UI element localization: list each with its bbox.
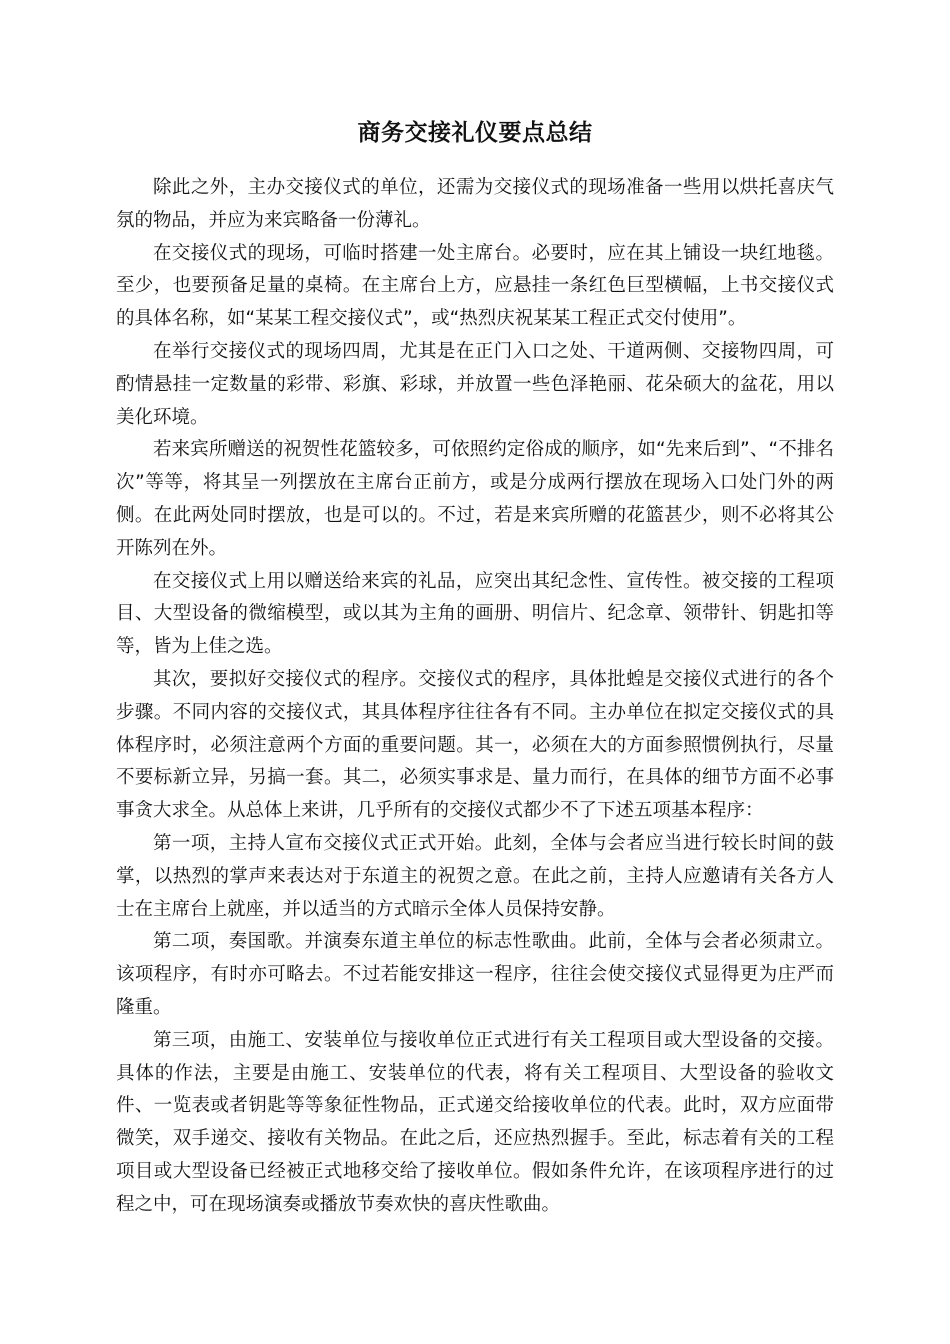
paragraph-step-three: 第三项，由施工、安装单位与接收单位正式进行有关工程项目或大型设备的交接。具体的作法，主要是由施工、安装单位的代表，将有关工程项目、大型设备的验收文件、一览表或者钥匙等等象征性物品，正式递交给接收单位的代表。此时，双方应面带微笑，双手递交、接收有关物品。在此之后，还应热烈握手。至此，标志着有关的工程项目或大型设备已经被正式地移交给了接收单位。假如条件允许，在该项程序进行的过程之中，可在现场演奏或播放节奏欢快的喜庆性歌曲。 xyxy=(116,1029,834,1215)
paragraph-flower-baskets: 若来宾所赠送的祝贺性花篮较多，可依照约定俗成的顺序，如“先来后到”、“不排名次”等等，将其呈一列摆放在主席台正前方，或是分成两行摆放在现场入口处门外的两侧。在此两处同时摆放，也是可以的。不过，若是来宾所赠的花篮甚少，则不必将其公开陈列在外。 xyxy=(116,439,834,559)
paragraph-gifts-intro: 除此之外，主办交接仪式的单位，还需为交接仪式的现场准备一些用以烘托喜庆气氛的物品，并应为来宾略备一份薄礼。 xyxy=(116,177,834,231)
paragraph-souvenirs: 在交接仪式上用以赠送给来宾的礼品，应突出其纪念性、宣传性。被交接的工程项目、大型设备的微缩模型，或以其为主角的画册、明信片、纪念章、领带针、钥匙扣等等，皆为上佳之选。 xyxy=(116,570,834,658)
paragraph-decoration: 在举行交接仪式的现场四周，尤其是在正门入口之处、干道两侧、交接物四周，可酌情悬挂一定数量的彩带、彩旗、彩球，并放置一些色泽艳丽、花朵硕大的盆花，用以美化环境。 xyxy=(116,340,834,428)
document-title: 商务交接礼仪要点总结 xyxy=(357,120,593,146)
paragraph-rostrum: 在交接仪式的现场，可临时搭建一处主席台。必要时，应在其上铺设一块红地毯。至少，也要预备足量的桌椅。在主席台上方，应悬挂一条红色巨型横幅，上书交接仪式的具体名称，如“某某工程交接仪式”，或“热烈庆祝某某工程正式交付使用”。 xyxy=(116,242,834,330)
paragraph-step-one: 第一项，主持人宣布交接仪式正式开始。此刻，全体与会者应当进行较长时间的鼓掌，以热烈的掌声来表达对于东道主的祝贺之意。在此之前，主持人应邀请有关各方人士在主席台上就座，并以适当的方式暗示全体人员保持安静。 xyxy=(116,832,834,920)
paragraph-step-two: 第二项，奏国歌。并演奏东道主单位的标志性歌曲。此前，全体与会者必须肃立。该项程序，有时亦可略去。不过若能安排这一程序，往往会使交接仪式显得更为庄严而隆重。 xyxy=(116,931,834,1018)
document-body xyxy=(116,172,834,1222)
paragraph-procedure: 其次，要拟好交接仪式的程序。交接仪式的程序，具体批蝗是交接仪式进行的各个步骤。不同内容的交接仪式，其具体程序往往各有不同。主办单位在拟定交接仪式的具体程序时，必须注意两个方面的重要问题。其一，必须在大的方面参照惯例执行，尽量不要标新立异，另搞一套。其二，必须实事求是、量力而行，在具体的细节方面不必事事贪大求全。从总体上来讲，几乎所有的交接仪式都少不了下述五项基本程序： xyxy=(116,668,834,822)
